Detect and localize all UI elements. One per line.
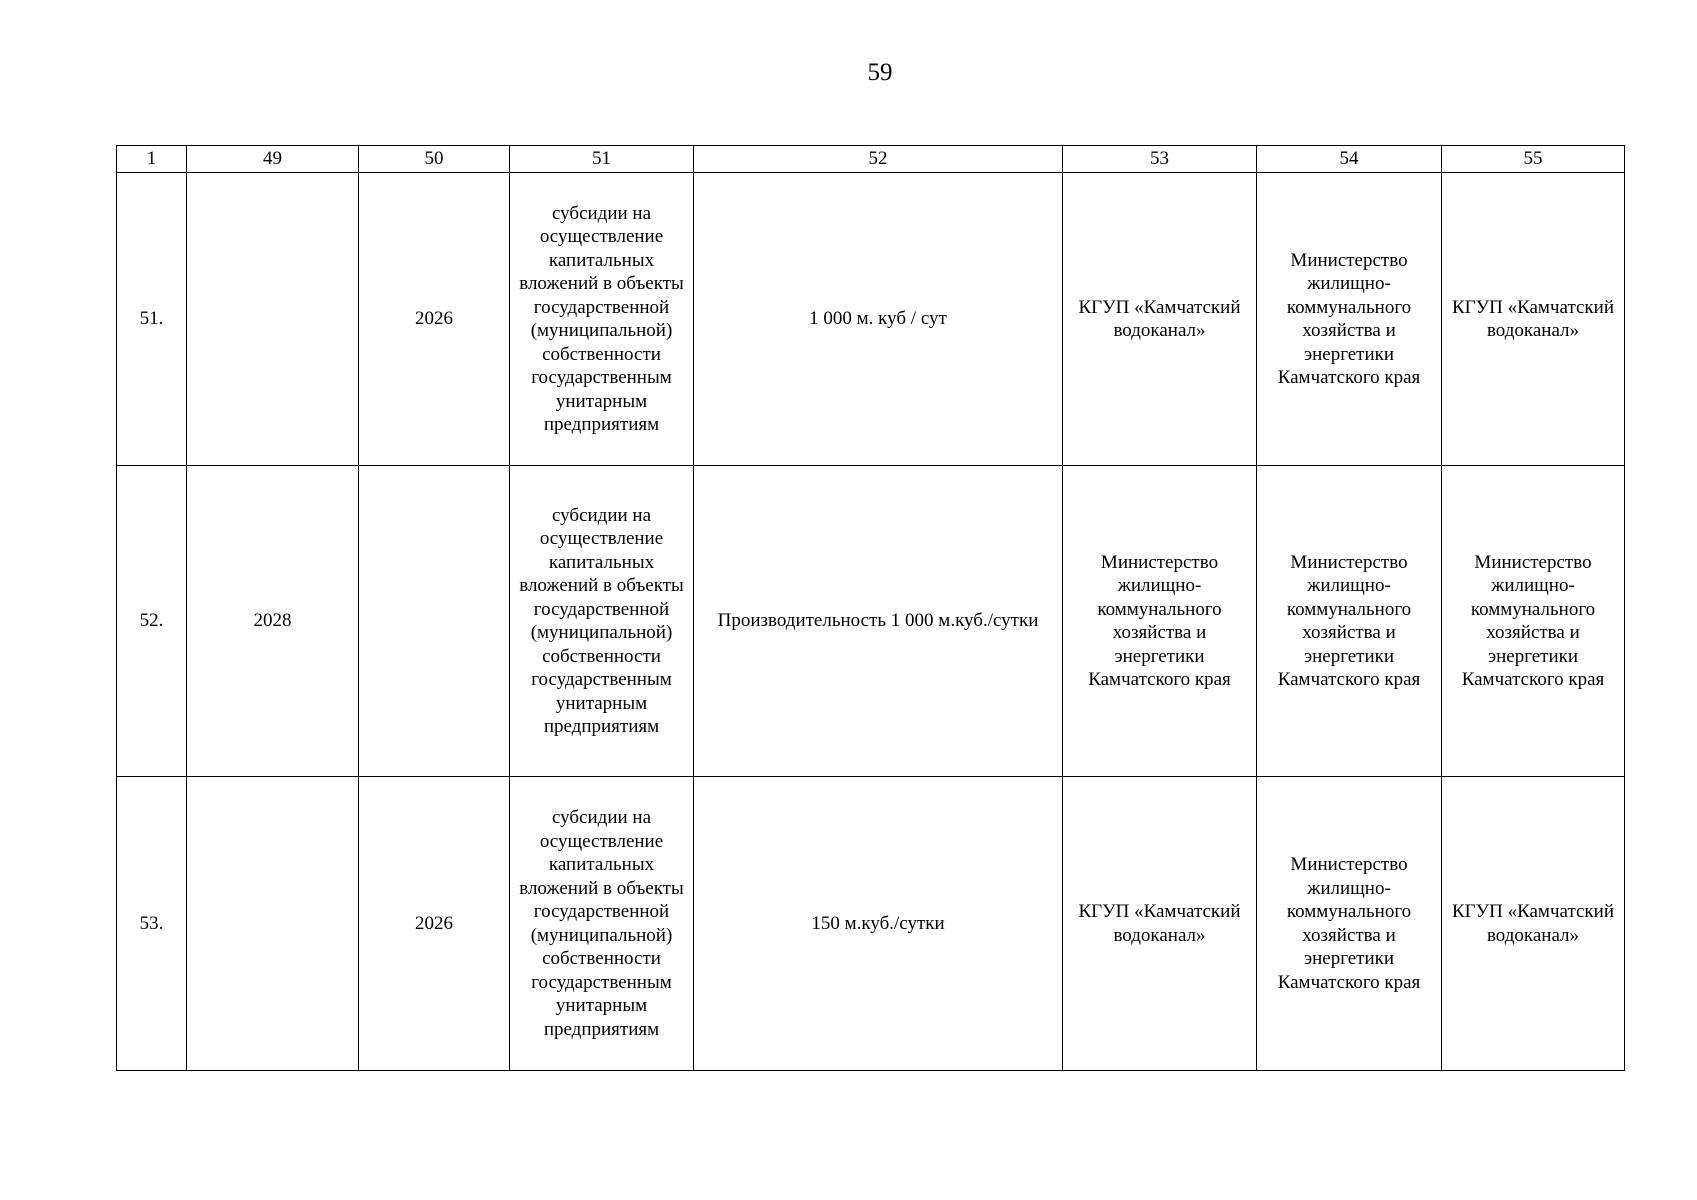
data-table bbox=[116, 145, 1625, 1071]
table-cell: Министерство жилищно- коммунального хозяйства и энергетики Камчатского края bbox=[1257, 173, 1442, 466]
table-cell: субсидии на осуществление капитальных вложений в объекты государственной (муниципальной) собственности государственным унитарным предприятиям bbox=[510, 173, 694, 466]
column-header: 54 bbox=[1257, 146, 1442, 173]
column-header: 51 bbox=[510, 146, 694, 173]
table-cell: 2028 bbox=[187, 466, 359, 777]
table-cell: субсидии на осуществление капитальных вложений в объекты государственной (муниципальной) собственности государственным унитарным предприятиям bbox=[510, 777, 694, 1071]
table-cell: 150 м.куб./сутки bbox=[694, 777, 1063, 1071]
row-number-cell: 52. bbox=[117, 466, 187, 777]
page-number: 59 bbox=[867, 59, 893, 86]
column-header: 52 bbox=[694, 146, 1063, 173]
table-cell: КГУП «Камчатский водоканал» bbox=[1063, 173, 1257, 466]
table-cell: субсидии на осуществление капитальных вложений в объекты государственной (муниципальной) собственности государственным унитарным предприятиям bbox=[510, 466, 694, 777]
row-number-cell: 51. bbox=[117, 173, 187, 466]
table-cell: 2026 bbox=[359, 777, 510, 1071]
column-header: 1 bbox=[117, 146, 187, 173]
column-header: 49 bbox=[187, 146, 359, 173]
table-cell: КГУП «Камчатский водоканал» bbox=[1442, 777, 1625, 1071]
table-cell: КГУП «Камчатский водоканал» bbox=[1063, 777, 1257, 1071]
table-row bbox=[117, 777, 1625, 1071]
table-cell bbox=[187, 777, 359, 1071]
table-cell: КГУП «Камчатский водоканал» bbox=[1442, 173, 1625, 466]
table-cell: 2026 bbox=[359, 173, 510, 466]
column-header: 53 bbox=[1063, 146, 1257, 173]
table-header-row bbox=[117, 146, 1625, 173]
table-cell: 1 000 м. куб / сут bbox=[694, 173, 1063, 466]
row-number-cell: 53. bbox=[117, 777, 187, 1071]
table-cell bbox=[359, 466, 510, 777]
column-header: 50 bbox=[359, 146, 510, 173]
table-cell: Министерство жилищно- коммунального хозяйства и энергетики Камчатского края bbox=[1442, 466, 1625, 777]
table-row bbox=[117, 173, 1625, 466]
table-cell: Министерство жилищно- коммунального хозяйства и энергетики Камчатского края bbox=[1257, 777, 1442, 1071]
table-cell: Министерство жилищно- коммунального хозяйства и энергетики Камчатского края bbox=[1257, 466, 1442, 777]
column-header: 55 bbox=[1442, 146, 1625, 173]
table-row bbox=[117, 466, 1625, 777]
table-cell: Производительность 1 000 м.куб./сутки bbox=[694, 466, 1063, 777]
table-cell: Министерство жилищно- коммунального хозяйства и энергетики Камчатского края bbox=[1063, 466, 1257, 777]
table-cell bbox=[187, 173, 359, 466]
